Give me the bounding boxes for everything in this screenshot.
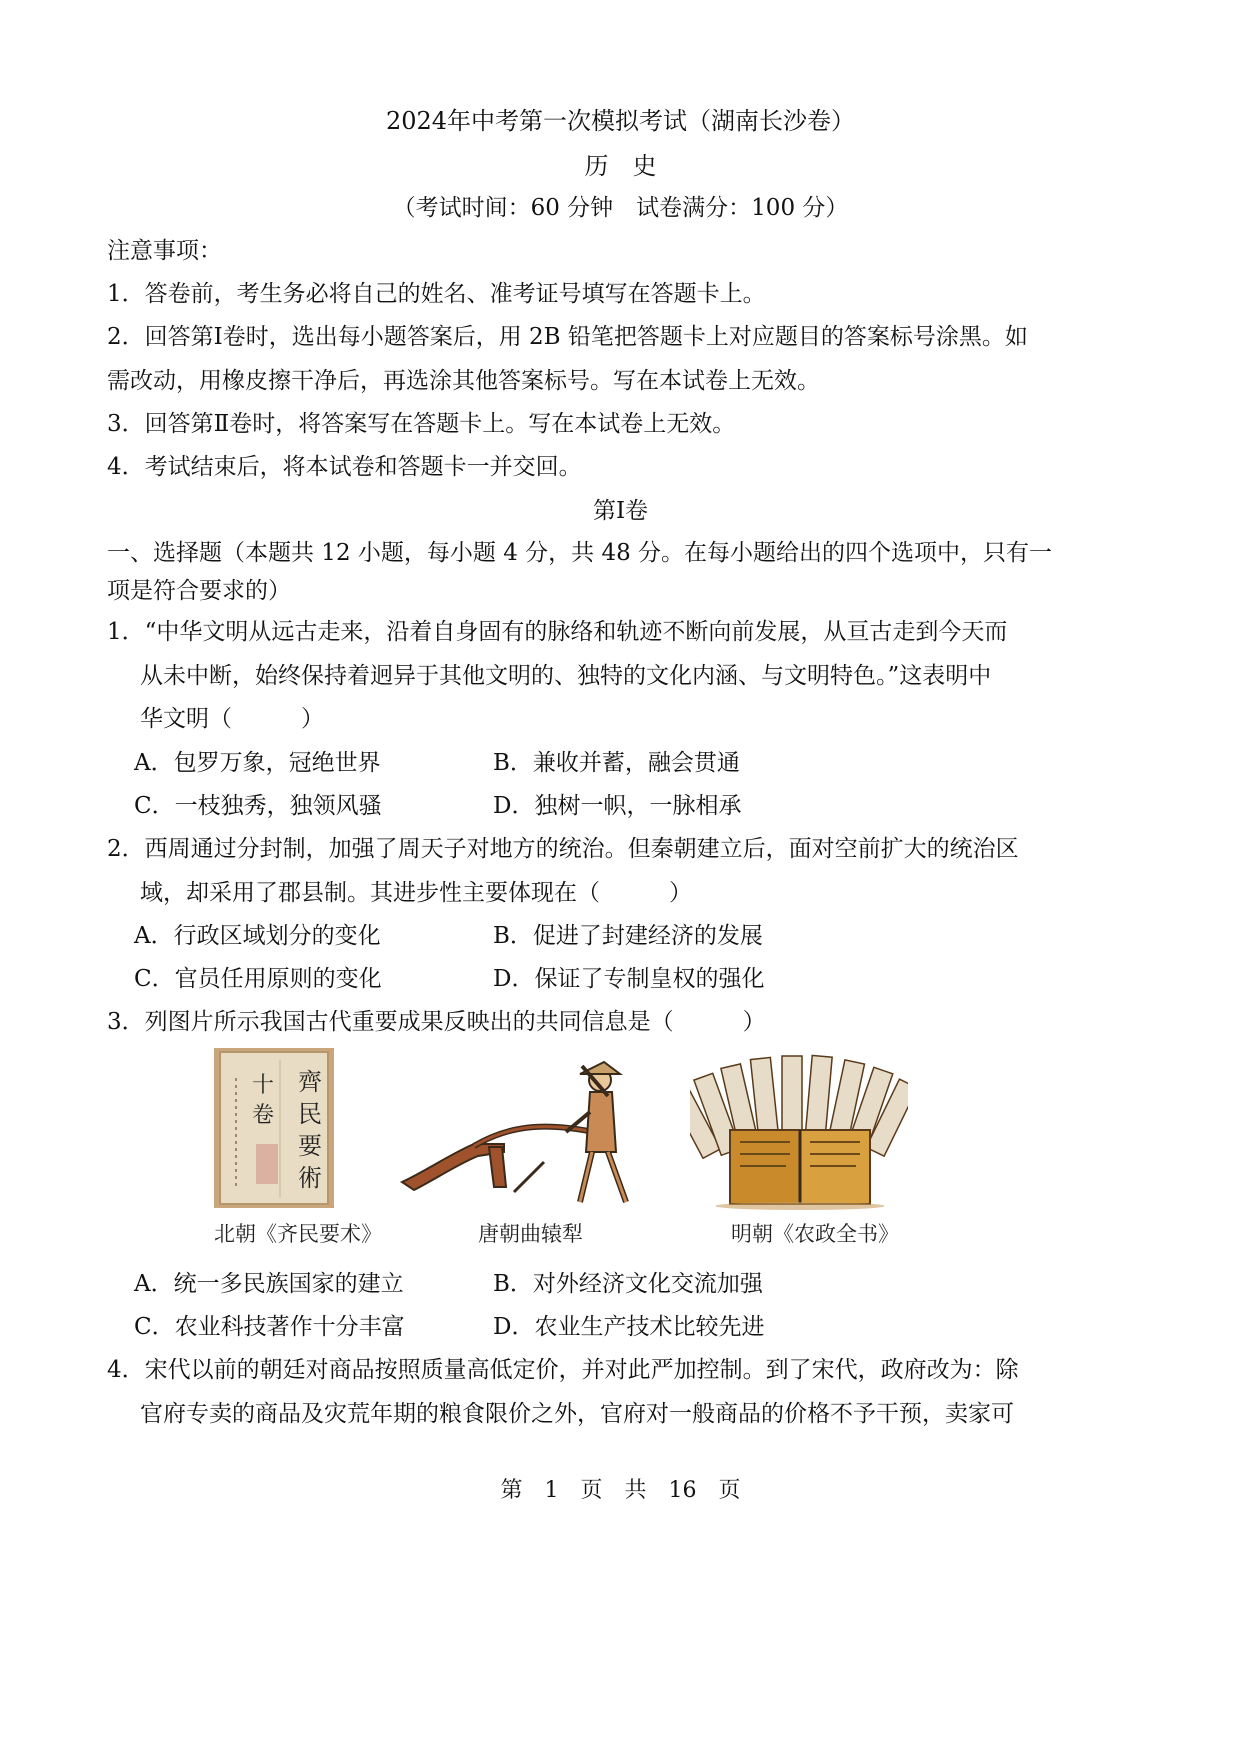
notice-item-1: 1．答卷前，考生务必将自己的姓名、准考证号填写在答题卡上。 [107, 281, 766, 307]
q1-option-a[interactable]: A．包罗万象，冠绝世界 [134, 750, 381, 776]
q3-stem: 3．列图片所示我国古代重要成果反映出的共同信息是（ ） [107, 1009, 766, 1035]
q4-stem: 4．宋代以前的朝廷对商品按照质量高低定价，并对此严加控制。到了宋代，政府改为：除 [107, 1357, 1019, 1383]
volume-title: 第Ⅰ卷 [592, 498, 649, 524]
q2-stem: 2．西周通过分封制，加强了周天子对地方的统治。但秦朝建立后，面对空前扩大的统治区 [107, 836, 1019, 862]
q2-option-d[interactable]: D．保证了专制皇权的强化 [493, 966, 765, 992]
exam-info: （考试时间：60 分钟 试卷满分：100 分） [392, 195, 849, 221]
q3-option-b[interactable]: B．对外经济文化交流加强 [493, 1271, 763, 1297]
q2-option-b[interactable]: B．促进了封建经济的发展 [493, 923, 763, 949]
caption-qiminyaoshu: 北朝《齐民要术》 [214, 1222, 382, 1246]
q1-option-d[interactable]: D．独树一帜，一脉相承 [493, 793, 742, 819]
q2-option-a[interactable]: A．行政区域划分的变化 [134, 923, 381, 949]
book-char: 卷 [252, 1103, 275, 1128]
q3-option-a[interactable]: A．统一多民族国家的建立 [134, 1271, 404, 1297]
q1-stem-cont: 华文明（ ） [140, 706, 324, 732]
q1-stem-cont: 从未中断，始终保持着迥异于其他文明的、独特的文化内涵、与文明特色。”这表明中 [140, 663, 992, 689]
subject-title: 历 史 [584, 152, 657, 180]
q1-option-c[interactable]: C．一枝独秀，独领风骚 [134, 793, 382, 819]
section-instructions-cont: 项是符合要求的） [107, 578, 291, 604]
q1-stem: 1．“中华文明从远古走来，沿着自身固有的脉络和轨迹不断向前发展，从亘古走到今天而 [107, 619, 1008, 645]
q2-option-c[interactable]: C．官员任用原则的变化 [134, 966, 382, 992]
q1-option-b[interactable]: B．兼收并蓄，融会贯通 [493, 750, 740, 776]
caption-nongzhengquanshu: 明朝《农政全书》 [731, 1222, 899, 1246]
q3-option-c[interactable]: C．农业科技著作十分丰富 [134, 1314, 405, 1340]
notice-item-2-cont: 需改动，用橡皮擦干净后，再选涂其他答案标号。写在本试卷上无效。 [107, 368, 820, 394]
book-char: 要 [298, 1132, 322, 1160]
nongzhengquanshu-books-image [690, 1050, 908, 1210]
book-char: 齊 [298, 1068, 322, 1096]
curved-plow-image [394, 1052, 640, 1212]
q2-stem-cont: 域，却采用了郡县制。其进步性主要体现在（ ） [140, 880, 692, 906]
section-instructions: 一、选择题（本题共 12 小题，每小题 4 分，共 48 分。在每小题给出的四个选项中，只有一 [107, 540, 1053, 566]
notice-item-4: 4．考试结束后，将本试卷和答题卡一并交回。 [107, 454, 582, 480]
book-char: 術 [298, 1164, 322, 1192]
qiminyaoshu-book-image [214, 1048, 334, 1208]
page-number: 第 1 页 共 16 页 [500, 1478, 741, 1503]
notice-item-3: 3．回答第Ⅱ卷时，将答案写在答题卡上。写在本试卷上无效。 [107, 411, 736, 437]
notice-item-2: 2．回答第Ⅰ卷时，选出每小题答案后，用 2B 铅笔把答题卡上对应题目的答案标号涂黑。如 [107, 324, 1028, 350]
exam-title: 2024年中考第一次模拟考试（湖南长沙卷） [385, 107, 856, 135]
caption-curved-plow: 唐朝曲辕犁 [478, 1222, 583, 1246]
notice-heading: 注意事项： [107, 238, 222, 264]
book-char: 民 [298, 1100, 322, 1128]
q4-stem-cont: 官府专卖的商品及灾荒年期的粮食限价之外，官府对一般商品的价格不予干预，卖家可 [140, 1401, 1014, 1427]
book-char: 十 [252, 1073, 275, 1098]
q3-option-d[interactable]: D．农业生产技术比较先进 [493, 1314, 765, 1340]
